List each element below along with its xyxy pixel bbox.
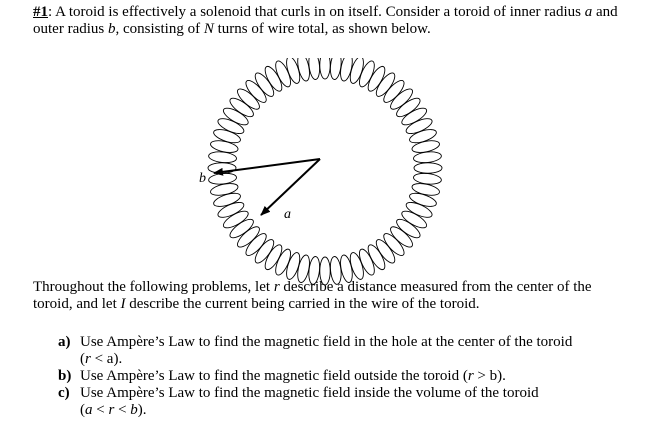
question-text: ( [80, 402, 85, 418]
coil-turn [365, 242, 388, 271]
coil-turn [356, 247, 377, 277]
body-text-3: describe the current being carried in the wire of the toroid. [125, 296, 480, 312]
question-text: < a). [90, 351, 123, 367]
coil-turn [399, 208, 428, 231]
var-b: b [130, 402, 138, 418]
coil-turn [262, 64, 285, 93]
coil-turn [221, 208, 250, 231]
var-b: b [107, 21, 116, 37]
coil-turn [262, 242, 285, 271]
label-a: a [284, 207, 291, 222]
intro-text-3: , consisting of [115, 21, 204, 37]
problem-number: #1 [33, 4, 48, 20]
question-text: > b). [473, 368, 506, 384]
var-r: r [467, 368, 474, 384]
radius-b-arrow [214, 159, 320, 173]
var-a: a [85, 402, 93, 418]
question-text: < [92, 402, 109, 418]
toroid-coils [208, 58, 442, 285]
body-text-2: describe a distance measured from the center of the toroid, and let [33, 279, 592, 312]
coil-turn [414, 163, 442, 173]
var-I: I [120, 296, 126, 312]
toroid-figure [190, 58, 460, 288]
coil-turn [273, 247, 294, 277]
coil-turn [216, 116, 246, 137]
question-letter: a) [58, 334, 71, 350]
coil-turn [399, 105, 428, 128]
intro-text-2: and outer radius [33, 4, 618, 37]
question-text: Use Ampère’s Law to find the magnetic field in the hole at the center of the toroid [80, 334, 573, 350]
coil-turn [404, 116, 434, 137]
question-letter: c) [58, 385, 70, 401]
var-a: a [584, 4, 593, 20]
question-list [58, 334, 618, 419]
coil-turn [365, 64, 388, 93]
question-text: ( [80, 351, 85, 367]
coil-turn [216, 199, 246, 220]
question-c [58, 385, 618, 419]
question-letter: b) [58, 368, 72, 384]
question-text: Use Ampère’s Law to find the magnetic field outside the toroid ( [80, 368, 468, 384]
var-r: r [85, 351, 91, 367]
coil-turn [221, 105, 250, 128]
var-r: r [273, 279, 280, 295]
var-N: N [203, 21, 214, 37]
coil-turn [404, 199, 434, 220]
question-a [58, 334, 618, 368]
intro-text-1: : A toroid is effectively a solenoid that curls in on itself. Consider a toroid of inner radius [48, 4, 585, 20]
coil-turn [273, 59, 294, 89]
problem-description [33, 279, 623, 313]
question-text: < [114, 402, 131, 418]
question-b [58, 368, 618, 385]
problem-intro [33, 4, 633, 38]
coil-turn [356, 59, 377, 89]
toroid-diagram [190, 58, 460, 288]
var-r: r [108, 402, 115, 418]
label-b: b [199, 171, 206, 186]
question-text: ). [137, 402, 147, 418]
body-text-1: Throughout the following problems, let [33, 279, 274, 295]
coil-turn [320, 58, 330, 79]
intro-text-4: turns of wire total, as shown below. [213, 21, 431, 37]
question-text: Use Ampère’s Law to find the magnetic field inside the volume of the toroid [80, 385, 539, 401]
